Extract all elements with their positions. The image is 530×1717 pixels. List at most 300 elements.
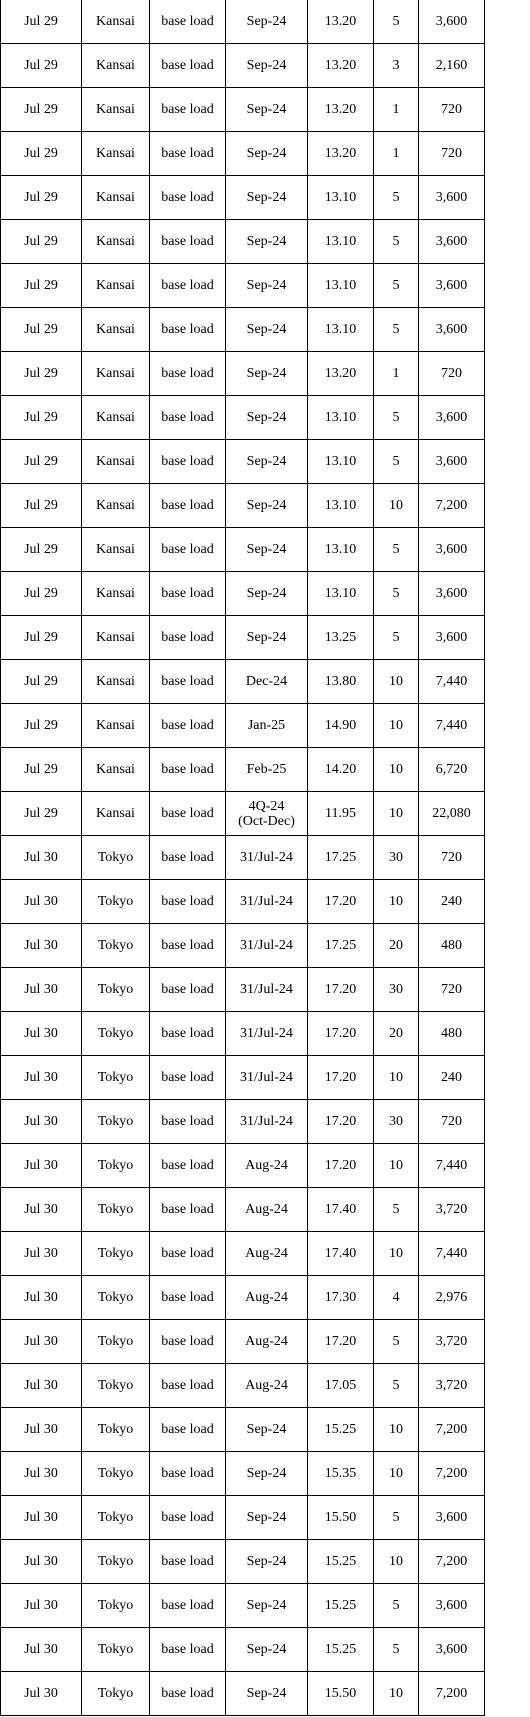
quantity-cell: 480 bbox=[419, 1012, 485, 1056]
load-type-cell: base load bbox=[150, 0, 226, 44]
delivery-period-cell: Feb-25 bbox=[226, 748, 308, 792]
date-cell: Jul 30 bbox=[1, 1408, 82, 1452]
load-type-cell: base load bbox=[150, 352, 226, 396]
area-cell: Kansai bbox=[82, 704, 150, 748]
delivery-period-cell: Sep-24 bbox=[226, 308, 308, 352]
volume-cell: 5 bbox=[374, 1496, 419, 1540]
date-cell: Jul 29 bbox=[1, 0, 82, 44]
table-row bbox=[1, 220, 485, 264]
quantity-cell: 3,600 bbox=[419, 1628, 485, 1672]
volume-cell: 30 bbox=[374, 836, 419, 880]
date-cell: Jul 30 bbox=[1, 1452, 82, 1496]
load-type-cell: base load bbox=[150, 792, 226, 836]
volume-cell: 10 bbox=[374, 880, 419, 924]
quantity-cell: 7,200 bbox=[419, 484, 485, 528]
area-cell: Tokyo bbox=[82, 1012, 150, 1056]
volume-cell: 5 bbox=[374, 176, 419, 220]
area-cell: Tokyo bbox=[82, 880, 150, 924]
load-type-cell: base load bbox=[150, 220, 226, 264]
price-cell: 13.10 bbox=[308, 440, 374, 484]
volume-cell: 5 bbox=[374, 572, 419, 616]
delivery-period-cell: Aug-24 bbox=[226, 1232, 308, 1276]
table-row bbox=[1, 660, 485, 704]
quantity-cell: 22,080 bbox=[419, 792, 485, 836]
volume-cell: 30 bbox=[374, 1100, 419, 1144]
quantity-cell: 720 bbox=[419, 352, 485, 396]
table-row bbox=[1, 1144, 485, 1188]
price-cell: 13.20 bbox=[308, 132, 374, 176]
quantity-cell: 3,720 bbox=[419, 1320, 485, 1364]
load-type-cell: base load bbox=[150, 572, 226, 616]
price-cell: 17.20 bbox=[308, 880, 374, 924]
quantity-cell: 7,200 bbox=[419, 1672, 485, 1716]
price-cell: 15.25 bbox=[308, 1628, 374, 1672]
load-type-cell: base load bbox=[150, 88, 226, 132]
delivery-period-cell: Aug-24 bbox=[226, 1188, 308, 1232]
area-cell: Tokyo bbox=[82, 1496, 150, 1540]
quantity-cell: 3,600 bbox=[419, 308, 485, 352]
volume-cell: 5 bbox=[374, 308, 419, 352]
load-type-cell: base load bbox=[150, 924, 226, 968]
delivery-period-cell: Sep-24 bbox=[226, 396, 308, 440]
table-row bbox=[1, 1012, 485, 1056]
volume-cell: 10 bbox=[374, 1452, 419, 1496]
volume-cell: 10 bbox=[374, 1672, 419, 1716]
price-cell: 17.20 bbox=[308, 1320, 374, 1364]
load-type-cell: base load bbox=[150, 396, 226, 440]
volume-cell: 4 bbox=[374, 1276, 419, 1320]
quantity-cell: 3,600 bbox=[419, 1584, 485, 1628]
volume-cell: 5 bbox=[374, 528, 419, 572]
volume-cell: 5 bbox=[374, 1320, 419, 1364]
load-type-cell: base load bbox=[150, 484, 226, 528]
table-row bbox=[1, 176, 485, 220]
delivery-period-cell: Sep-24 bbox=[226, 484, 308, 528]
price-cell: 14.90 bbox=[308, 704, 374, 748]
quantity-cell: 7,200 bbox=[419, 1452, 485, 1496]
table-row bbox=[1, 1496, 485, 1540]
price-cell: 15.25 bbox=[308, 1408, 374, 1452]
date-cell: Jul 30 bbox=[1, 1056, 82, 1100]
table-row bbox=[1, 1584, 485, 1628]
price-cell: 13.10 bbox=[308, 264, 374, 308]
delivery-period-cell: Aug-24 bbox=[226, 1276, 308, 1320]
date-cell: Jul 30 bbox=[1, 1628, 82, 1672]
volume-cell: 10 bbox=[374, 704, 419, 748]
table-row bbox=[1, 1408, 485, 1452]
price-cell: 15.25 bbox=[308, 1540, 374, 1584]
delivery-period-cell: Sep-24 bbox=[226, 132, 308, 176]
price-cell: 14.20 bbox=[308, 748, 374, 792]
price-cell: 17.05 bbox=[308, 1364, 374, 1408]
delivery-period-cell: Sep-24 bbox=[226, 44, 308, 88]
price-cell: 13.20 bbox=[308, 0, 374, 44]
quantity-cell: 3,720 bbox=[419, 1188, 485, 1232]
delivery-period-cell: Sep-24 bbox=[226, 88, 308, 132]
delivery-period-cell: Sep-24 bbox=[226, 1452, 308, 1496]
load-type-cell: base load bbox=[150, 1320, 226, 1364]
area-cell: Kansai bbox=[82, 88, 150, 132]
date-cell: Jul 29 bbox=[1, 308, 82, 352]
quantity-cell: 720 bbox=[419, 836, 485, 880]
date-cell: Jul 29 bbox=[1, 704, 82, 748]
date-cell: Jul 29 bbox=[1, 572, 82, 616]
area-cell: Kansai bbox=[82, 660, 150, 704]
delivery-period-cell: 31/Jul-24 bbox=[226, 924, 308, 968]
delivery-period-cell: Sep-24 bbox=[226, 1628, 308, 1672]
date-cell: Jul 30 bbox=[1, 1496, 82, 1540]
price-cell: 13.80 bbox=[308, 660, 374, 704]
volume-cell: 10 bbox=[374, 1408, 419, 1452]
date-cell: Jul 29 bbox=[1, 88, 82, 132]
price-cell: 13.10 bbox=[308, 484, 374, 528]
date-cell: Jul 30 bbox=[1, 1320, 82, 1364]
volume-cell: 5 bbox=[374, 1188, 419, 1232]
date-cell: Jul 29 bbox=[1, 748, 82, 792]
table-row bbox=[1, 1628, 485, 1672]
delivery-period-cell: Sep-24 bbox=[226, 220, 308, 264]
area-cell: Kansai bbox=[82, 792, 150, 836]
table-row bbox=[1, 1320, 485, 1364]
volume-cell: 5 bbox=[374, 220, 419, 264]
load-type-cell: base load bbox=[150, 1100, 226, 1144]
table-row bbox=[1, 616, 485, 660]
volume-cell: 5 bbox=[374, 1628, 419, 1672]
date-cell: Jul 29 bbox=[1, 396, 82, 440]
area-cell: Kansai bbox=[82, 220, 150, 264]
volume-cell: 30 bbox=[374, 968, 419, 1012]
table-row bbox=[1, 88, 485, 132]
load-type-cell: base load bbox=[150, 748, 226, 792]
date-cell: Jul 30 bbox=[1, 880, 82, 924]
volume-cell: 10 bbox=[374, 484, 419, 528]
table-row bbox=[1, 484, 485, 528]
volume-cell: 5 bbox=[374, 264, 419, 308]
delivery-period-cell: Sep-24 bbox=[226, 1408, 308, 1452]
volume-cell: 10 bbox=[374, 748, 419, 792]
volume-cell: 20 bbox=[374, 1012, 419, 1056]
delivery-period-cell: Sep-24 bbox=[226, 1584, 308, 1628]
delivery-period-cell: Sep-24 bbox=[226, 176, 308, 220]
date-cell: Jul 30 bbox=[1, 1144, 82, 1188]
area-cell: Tokyo bbox=[82, 924, 150, 968]
load-type-cell: base load bbox=[150, 176, 226, 220]
table-row bbox=[1, 132, 485, 176]
quantity-cell: 3,600 bbox=[419, 220, 485, 264]
table-row bbox=[1, 528, 485, 572]
date-cell: Jul 30 bbox=[1, 1540, 82, 1584]
table-row bbox=[1, 264, 485, 308]
volume-cell: 1 bbox=[374, 88, 419, 132]
table-row bbox=[1, 880, 485, 924]
delivery-period-cell: 31/Jul-24 bbox=[226, 1056, 308, 1100]
price-cell: 13.20 bbox=[308, 44, 374, 88]
date-cell: Jul 29 bbox=[1, 660, 82, 704]
table-row bbox=[1, 704, 485, 748]
load-type-cell: base load bbox=[150, 1232, 226, 1276]
table-row bbox=[1, 1540, 485, 1584]
date-cell: Jul 30 bbox=[1, 1672, 82, 1716]
date-cell: Jul 30 bbox=[1, 1188, 82, 1232]
delivery-period-cell: Jan-25 bbox=[226, 704, 308, 748]
delivery-period-cell: 31/Jul-24 bbox=[226, 1012, 308, 1056]
load-type-cell: base load bbox=[150, 1672, 226, 1716]
volume-cell: 10 bbox=[374, 1144, 419, 1188]
table-row bbox=[1, 1672, 485, 1716]
table-row bbox=[1, 572, 485, 616]
date-cell: Jul 30 bbox=[1, 1364, 82, 1408]
date-cell: Jul 30 bbox=[1, 1100, 82, 1144]
quantity-cell: 720 bbox=[419, 88, 485, 132]
volume-cell: 5 bbox=[374, 1584, 419, 1628]
area-cell: Kansai bbox=[82, 748, 150, 792]
quantity-cell: 3,600 bbox=[419, 1496, 485, 1540]
load-type-cell: base load bbox=[150, 660, 226, 704]
area-cell: Kansai bbox=[82, 396, 150, 440]
volume-cell: 20 bbox=[374, 924, 419, 968]
date-cell: Jul 29 bbox=[1, 44, 82, 88]
delivery-period-cell: Dec-24 bbox=[226, 660, 308, 704]
date-cell: Jul 29 bbox=[1, 440, 82, 484]
quantity-cell: 7,440 bbox=[419, 660, 485, 704]
quantity-cell: 7,440 bbox=[419, 1232, 485, 1276]
area-cell: Kansai bbox=[82, 132, 150, 176]
date-cell: Jul 29 bbox=[1, 132, 82, 176]
price-cell: 13.10 bbox=[308, 528, 374, 572]
price-cell: 15.35 bbox=[308, 1452, 374, 1496]
delivery-period-cell: Sep-24 bbox=[226, 1540, 308, 1584]
price-cell: 17.40 bbox=[308, 1232, 374, 1276]
quantity-cell: 240 bbox=[419, 1056, 485, 1100]
load-type-cell: base load bbox=[150, 1408, 226, 1452]
area-cell: Tokyo bbox=[82, 1584, 150, 1628]
volume-cell: 10 bbox=[374, 660, 419, 704]
table-row bbox=[1, 0, 485, 44]
area-cell: Tokyo bbox=[82, 1144, 150, 1188]
date-cell: Jul 30 bbox=[1, 1584, 82, 1628]
trade-table-body bbox=[1, 0, 485, 1716]
load-type-cell: base load bbox=[150, 308, 226, 352]
load-type-cell: base load bbox=[150, 528, 226, 572]
quantity-cell: 480 bbox=[419, 924, 485, 968]
load-type-cell: base load bbox=[150, 616, 226, 660]
area-cell: Tokyo bbox=[82, 968, 150, 1012]
date-cell: Jul 29 bbox=[1, 484, 82, 528]
table-row bbox=[1, 308, 485, 352]
area-cell: Kansai bbox=[82, 308, 150, 352]
date-cell: Jul 30 bbox=[1, 1012, 82, 1056]
area-cell: Kansai bbox=[82, 616, 150, 660]
volume-cell: 10 bbox=[374, 1056, 419, 1100]
volume-cell: 10 bbox=[374, 1232, 419, 1276]
quantity-cell: 3,600 bbox=[419, 572, 485, 616]
table-row bbox=[1, 440, 485, 484]
area-cell: Kansai bbox=[82, 0, 150, 44]
quantity-cell: 7,200 bbox=[419, 1408, 485, 1452]
load-type-cell: base load bbox=[150, 44, 226, 88]
quantity-cell: 3,600 bbox=[419, 264, 485, 308]
area-cell: Kansai bbox=[82, 528, 150, 572]
quantity-cell: 3,600 bbox=[419, 396, 485, 440]
quantity-cell: 3,720 bbox=[419, 1364, 485, 1408]
table-row bbox=[1, 1364, 485, 1408]
area-cell: Kansai bbox=[82, 264, 150, 308]
delivery-period-cell: Sep-24 bbox=[226, 572, 308, 616]
load-type-cell: base load bbox=[150, 440, 226, 484]
load-type-cell: base load bbox=[150, 1144, 226, 1188]
price-cell: 13.10 bbox=[308, 396, 374, 440]
table-row bbox=[1, 1056, 485, 1100]
quantity-cell: 720 bbox=[419, 1100, 485, 1144]
date-cell: Jul 29 bbox=[1, 792, 82, 836]
delivery-period-cell: Aug-24 bbox=[226, 1320, 308, 1364]
quantity-cell: 6,720 bbox=[419, 748, 485, 792]
price-cell: 17.20 bbox=[308, 1144, 374, 1188]
table-row bbox=[1, 1276, 485, 1320]
area-cell: Tokyo bbox=[82, 1540, 150, 1584]
load-type-cell: base load bbox=[150, 1276, 226, 1320]
price-cell: 13.25 bbox=[308, 616, 374, 660]
table-row bbox=[1, 352, 485, 396]
table-row bbox=[1, 792, 485, 836]
table-row bbox=[1, 44, 485, 88]
load-type-cell: base load bbox=[150, 1188, 226, 1232]
quantity-cell: 3,600 bbox=[419, 0, 485, 44]
price-cell: 17.20 bbox=[308, 1012, 374, 1056]
delivery-period-cell: 31/Jul-24 bbox=[226, 1100, 308, 1144]
quantity-cell: 7,440 bbox=[419, 704, 485, 748]
area-cell: Kansai bbox=[82, 484, 150, 528]
price-cell: 17.30 bbox=[308, 1276, 374, 1320]
area-cell: Tokyo bbox=[82, 1408, 150, 1452]
delivery-period-cell: Aug-24 bbox=[226, 1364, 308, 1408]
price-cell: 15.25 bbox=[308, 1584, 374, 1628]
date-cell: Jul 30 bbox=[1, 924, 82, 968]
delivery-period-cell: Sep-24 bbox=[226, 440, 308, 484]
date-cell: Jul 29 bbox=[1, 528, 82, 572]
delivery-period-cell: Sep-24 bbox=[226, 264, 308, 308]
quantity-cell: 2,976 bbox=[419, 1276, 485, 1320]
load-type-cell: base load bbox=[150, 264, 226, 308]
date-cell: Jul 29 bbox=[1, 616, 82, 660]
area-cell: Kansai bbox=[82, 572, 150, 616]
price-cell: 13.10 bbox=[308, 308, 374, 352]
load-type-cell: base load bbox=[150, 132, 226, 176]
delivery-period-cell: Sep-24 bbox=[226, 1672, 308, 1716]
load-type-cell: base load bbox=[150, 704, 226, 748]
price-cell: 13.10 bbox=[308, 572, 374, 616]
volume-cell: 5 bbox=[374, 616, 419, 660]
load-type-cell: base load bbox=[150, 1056, 226, 1100]
date-cell: Jul 30 bbox=[1, 836, 82, 880]
table-row bbox=[1, 1232, 485, 1276]
area-cell: Tokyo bbox=[82, 1232, 150, 1276]
table-row bbox=[1, 968, 485, 1012]
delivery-period-cell: Sep-24 bbox=[226, 528, 308, 572]
delivery-period-cell: 31/Jul-24 bbox=[226, 836, 308, 880]
area-cell: Tokyo bbox=[82, 1276, 150, 1320]
load-type-cell: base load bbox=[150, 1584, 226, 1628]
price-cell: 17.40 bbox=[308, 1188, 374, 1232]
area-cell: Tokyo bbox=[82, 1628, 150, 1672]
price-cell: 13.20 bbox=[308, 88, 374, 132]
area-cell: Tokyo bbox=[82, 1320, 150, 1364]
volume-cell: 5 bbox=[374, 396, 419, 440]
load-type-cell: base load bbox=[150, 880, 226, 924]
load-type-cell: base load bbox=[150, 1496, 226, 1540]
quantity-cell: 3,600 bbox=[419, 616, 485, 660]
quantity-cell: 2,160 bbox=[419, 44, 485, 88]
price-cell: 17.25 bbox=[308, 836, 374, 880]
area-cell: Tokyo bbox=[82, 1056, 150, 1100]
table-row bbox=[1, 1188, 485, 1232]
table-row bbox=[1, 924, 485, 968]
delivery-period-cell: 31/Jul-24 bbox=[226, 968, 308, 1012]
load-type-cell: base load bbox=[150, 1452, 226, 1496]
delivery-period-cell: Aug-24 bbox=[226, 1144, 308, 1188]
volume-cell: 5 bbox=[374, 0, 419, 44]
area-cell: Kansai bbox=[82, 44, 150, 88]
delivery-period-cell: Sep-24 bbox=[226, 1496, 308, 1540]
load-type-cell: base load bbox=[150, 968, 226, 1012]
volume-cell: 1 bbox=[374, 352, 419, 396]
load-type-cell: base load bbox=[150, 1540, 226, 1584]
date-cell: Jul 29 bbox=[1, 264, 82, 308]
area-cell: Kansai bbox=[82, 176, 150, 220]
quantity-cell: 720 bbox=[419, 132, 485, 176]
load-type-cell: base load bbox=[150, 1364, 226, 1408]
price-cell: 13.20 bbox=[308, 352, 374, 396]
delivery-period-cell: 31/Jul-24 bbox=[226, 880, 308, 924]
delivery-period-cell: 4Q-24 (Oct-Dec) bbox=[226, 792, 308, 836]
load-type-cell: base load bbox=[150, 1628, 226, 1672]
area-cell: Tokyo bbox=[82, 1364, 150, 1408]
price-cell: 13.10 bbox=[308, 176, 374, 220]
area-cell: Tokyo bbox=[82, 1672, 150, 1716]
delivery-period-cell: Sep-24 bbox=[226, 616, 308, 660]
date-cell: Jul 30 bbox=[1, 1232, 82, 1276]
area-cell: Tokyo bbox=[82, 836, 150, 880]
table-row bbox=[1, 748, 485, 792]
volume-cell: 1 bbox=[374, 132, 419, 176]
date-cell: Jul 30 bbox=[1, 968, 82, 1012]
delivery-period-cell: Sep-24 bbox=[226, 352, 308, 396]
quantity-cell: 3,600 bbox=[419, 176, 485, 220]
volume-cell: 3 bbox=[374, 44, 419, 88]
quantity-cell: 720 bbox=[419, 968, 485, 1012]
volume-cell: 10 bbox=[374, 1540, 419, 1584]
area-cell: Tokyo bbox=[82, 1188, 150, 1232]
table-row bbox=[1, 836, 485, 880]
area-cell: Kansai bbox=[82, 352, 150, 396]
table-row bbox=[1, 1452, 485, 1496]
quantity-cell: 3,600 bbox=[419, 528, 485, 572]
date-cell: Jul 30 bbox=[1, 1276, 82, 1320]
load-type-cell: base load bbox=[150, 1012, 226, 1056]
volume-cell: 10 bbox=[374, 792, 419, 836]
date-cell: Jul 29 bbox=[1, 220, 82, 264]
date-cell: Jul 29 bbox=[1, 352, 82, 396]
table-row bbox=[1, 1100, 485, 1144]
area-cell: Tokyo bbox=[82, 1452, 150, 1496]
volume-cell: 5 bbox=[374, 1364, 419, 1408]
quantity-cell: 240 bbox=[419, 880, 485, 924]
date-cell: Jul 29 bbox=[1, 176, 82, 220]
load-type-cell: base load bbox=[150, 836, 226, 880]
table-row bbox=[1, 396, 485, 440]
price-cell: 11.95 bbox=[308, 792, 374, 836]
quantity-cell: 7,200 bbox=[419, 1540, 485, 1584]
